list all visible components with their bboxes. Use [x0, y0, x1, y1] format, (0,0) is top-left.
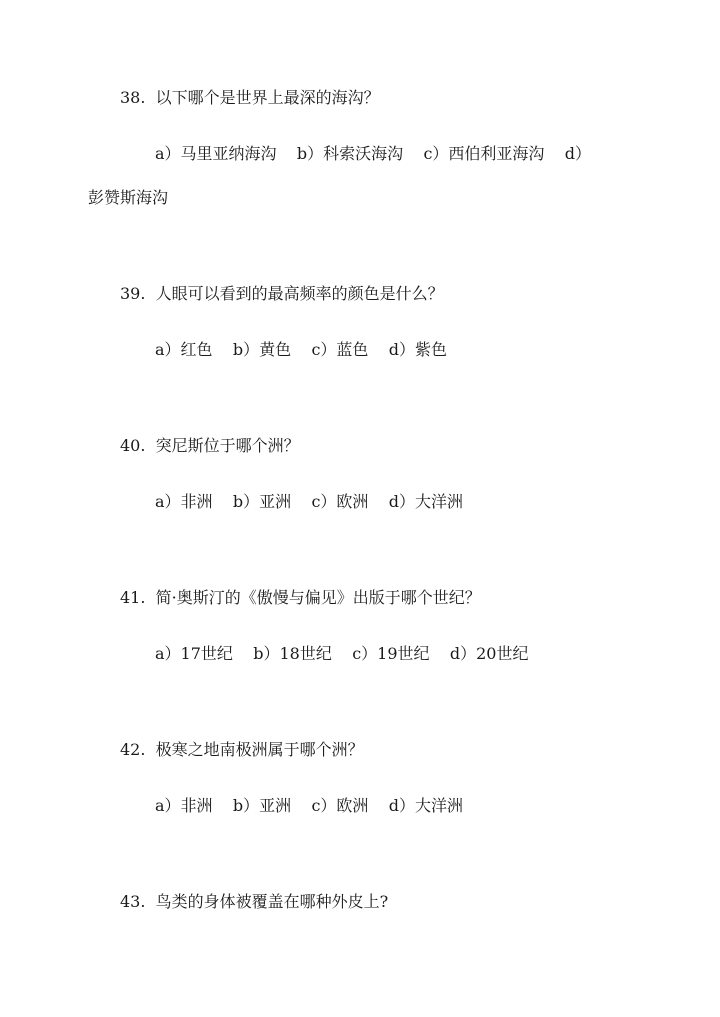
- options-38: a）马里亚纳海沟 b）科索沃海沟 c）西伯利亚海沟 d）: [155, 144, 592, 163]
- question-38: 38. 以下哪个是世界上最深的海沟？: [120, 88, 380, 107]
- options-40: a）非洲 b）亚洲 c）欧洲 d）大洋洲: [155, 492, 464, 511]
- question-40: 40. 突尼斯位于哪个洲？: [120, 436, 300, 455]
- options-41: a）17世纪 b）18世纪 c）19世纪 d）20世纪: [155, 644, 529, 663]
- question-42: 42. 极寒之地南极洲属于哪个洲？: [120, 740, 364, 759]
- options-39: a）红色 b）黄色 c）蓝色 d）紫色: [155, 340, 448, 359]
- question-43: 43. 鸟类的身体被覆盖在哪种外皮上?: [120, 892, 389, 911]
- options-42: a）非洲 b）亚洲 c）欧洲 d）大洋洲: [155, 796, 464, 815]
- question-41: 41. 简·奥斯汀的《傲慢与偏见》出版于哪个世纪？: [120, 588, 481, 607]
- options-38-continued: 彭赞斯海沟: [88, 188, 169, 207]
- question-39: 39. 人眼可以看到的最高频率的颜色是什么？: [120, 284, 444, 303]
